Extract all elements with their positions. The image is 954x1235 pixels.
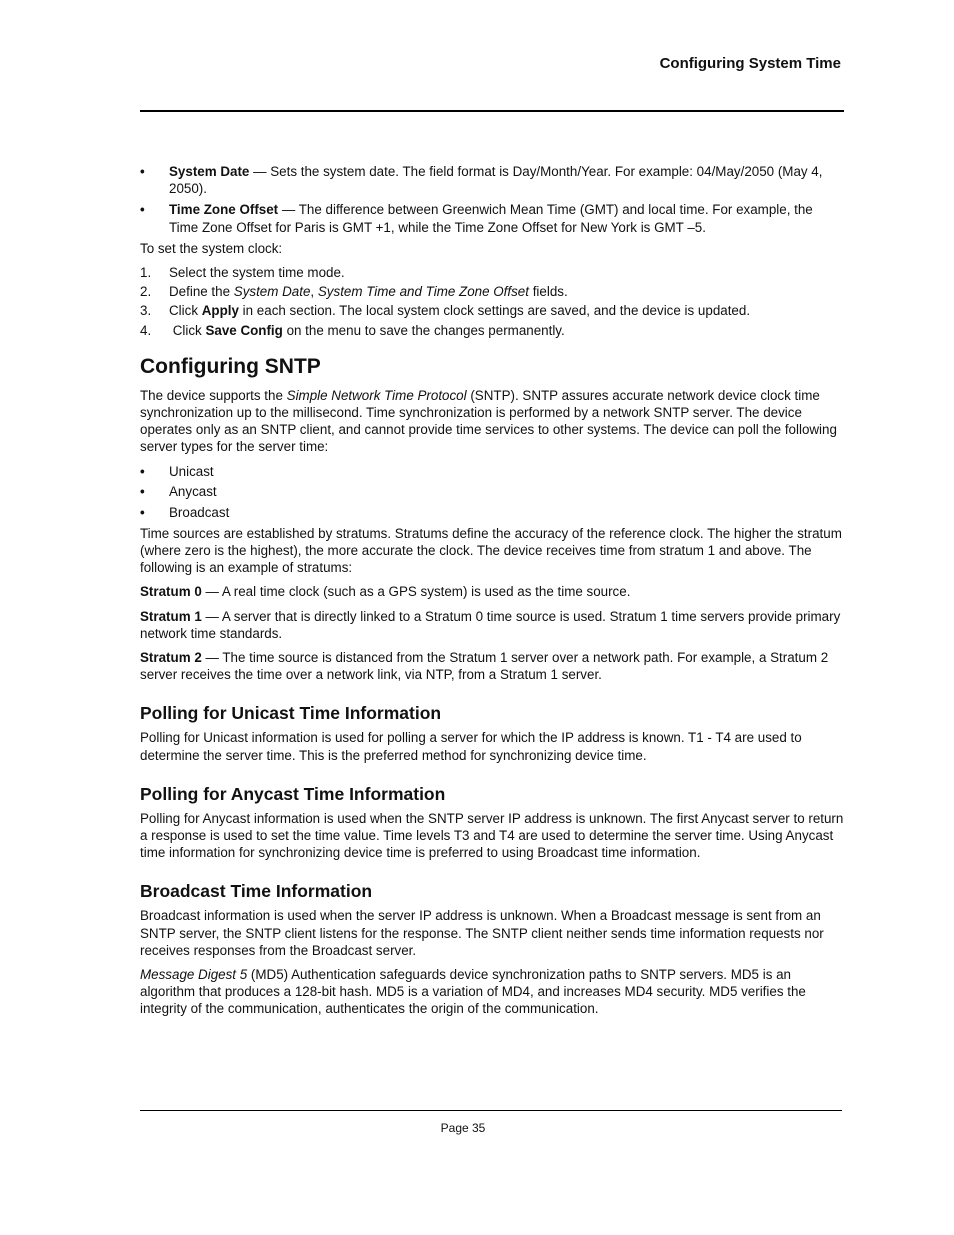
unicast-text: Polling for Unicast information is used for polling a server for which the IP address is known. T1 - T4 are used to determine the server time. This is the preferred method for synchronizing device time. — [140, 730, 802, 763]
list-item: • Unicast — [140, 463, 214, 479]
list-item: • Anycast — [140, 484, 217, 500]
step-item: 3. Click Apply in each section. The local system clock settings are saved, and the device is updated. — [140, 303, 751, 319]
server-types-list — [140, 463, 844, 522]
step-item: 2. Define the System Date, System Time and Time Zone Offset fields. — [140, 284, 568, 300]
page-number: Page 35 — [440, 1121, 486, 1135]
stratum-1: Stratum 1 — A server that is directly linked to a Stratum 0 time source is used. Stratum 1 time servers provide primary network time standards. — [140, 608, 841, 641]
md5-text: Message Digest 5 (MD5) Authentication safeguards device synchronization paths to SNTP servers. MD5 is an algorithm that produces a 128-bit hash. MD5 is a variation of MD4, and increases MD4 security. MD5 verifies the integrity of the communication, authenticates the origin of the communication. — [140, 967, 806, 1017]
page-body — [140, 163, 844, 1025]
stratum-intro: Time sources are established by stratums. Stratums define the accuracy of the reference clock. The higher the stratum (where zero is the highest), the more accurate the clock. The device receives time from stratum 1 and above. The following is an example of stratums: — [140, 525, 842, 576]
section-heading-unicast: Polling for Unicast Time Information — [140, 703, 442, 724]
bullet-icon: • — [140, 505, 145, 521]
bullet-icon: • — [140, 484, 145, 500]
step-item: 4. Click Save Config on the menu to save the changes permanently. — [140, 322, 565, 338]
list-item: • Broadcast — [140, 505, 230, 521]
step-item: 1. Select the system time mode. — [140, 265, 345, 281]
anycast-text: Polling for Anycast information is used when the SNTP server IP address is unknown. The first Anycast server to return a response is used to set the time value. Time levels T3 and T4 are used to determine the server time. Using Anycast time information for synchronizing device time is preferred to using Broadcast time information. — [140, 810, 844, 861]
bullet-icon: • — [140, 164, 145, 179]
list-item: • System Date — Sets the system date. The field format is Day/Month/Year. For example: 04/May/2050 (May 4, 2050). — [140, 164, 823, 197]
stratum-2: Stratum 2 — The time source is distanced from the Stratum 1 server over a network path. For example, a Stratum 2 server receives the time over a network link, via NTP, from a Stratum 1 server. — [140, 649, 829, 683]
section-heading-broadcast: Broadcast Time Information — [140, 881, 373, 902]
bullet-icon: • — [140, 202, 145, 218]
bullet-icon: • — [140, 463, 145, 479]
section-heading-anycast: Polling for Anycast Time Information — [140, 783, 446, 804]
system-fields-list — [140, 163, 844, 236]
page-header-title: Configuring System Time — [659, 55, 841, 72]
list-item: • Time Zone Offset — The difference between Greenwich Mean Time (GMT) and local time. For example, the Time Zone Offset for Paris is GMT +1, while the Time Zone Offset for New York is GMT –5. — [140, 202, 813, 235]
header-divider — [140, 110, 844, 112]
stratum-0: Stratum 0 — A real time clock (such as a GPS system) is used as the time source. — [140, 584, 631, 600]
sntp-intro: The device supports the Simple Network Time Protocol (SNTP). SNTP assures accurate network device clock time synchronization up to the millisecond. Time synchronization is performed by a network SNTP server. The device operates only as an SNTP client, and cannot provide time services to other systems. The device can poll the following server types for the server time: — [140, 387, 837, 455]
set-clock-steps — [140, 264, 844, 339]
broadcast-text: Broadcast information is used when the server IP address is unknown. When a Broadcast message is sent from an SNTP server, the SNTP client listens for the response. The SNTP client neither sends time information requests nor receives responses from the Broadcast server. — [140, 908, 824, 958]
set-clock-intro: To set the system clock: — [140, 240, 283, 256]
footer-divider — [140, 1110, 842, 1111]
section-heading-sntp: Configuring SNTP — [140, 354, 321, 378]
